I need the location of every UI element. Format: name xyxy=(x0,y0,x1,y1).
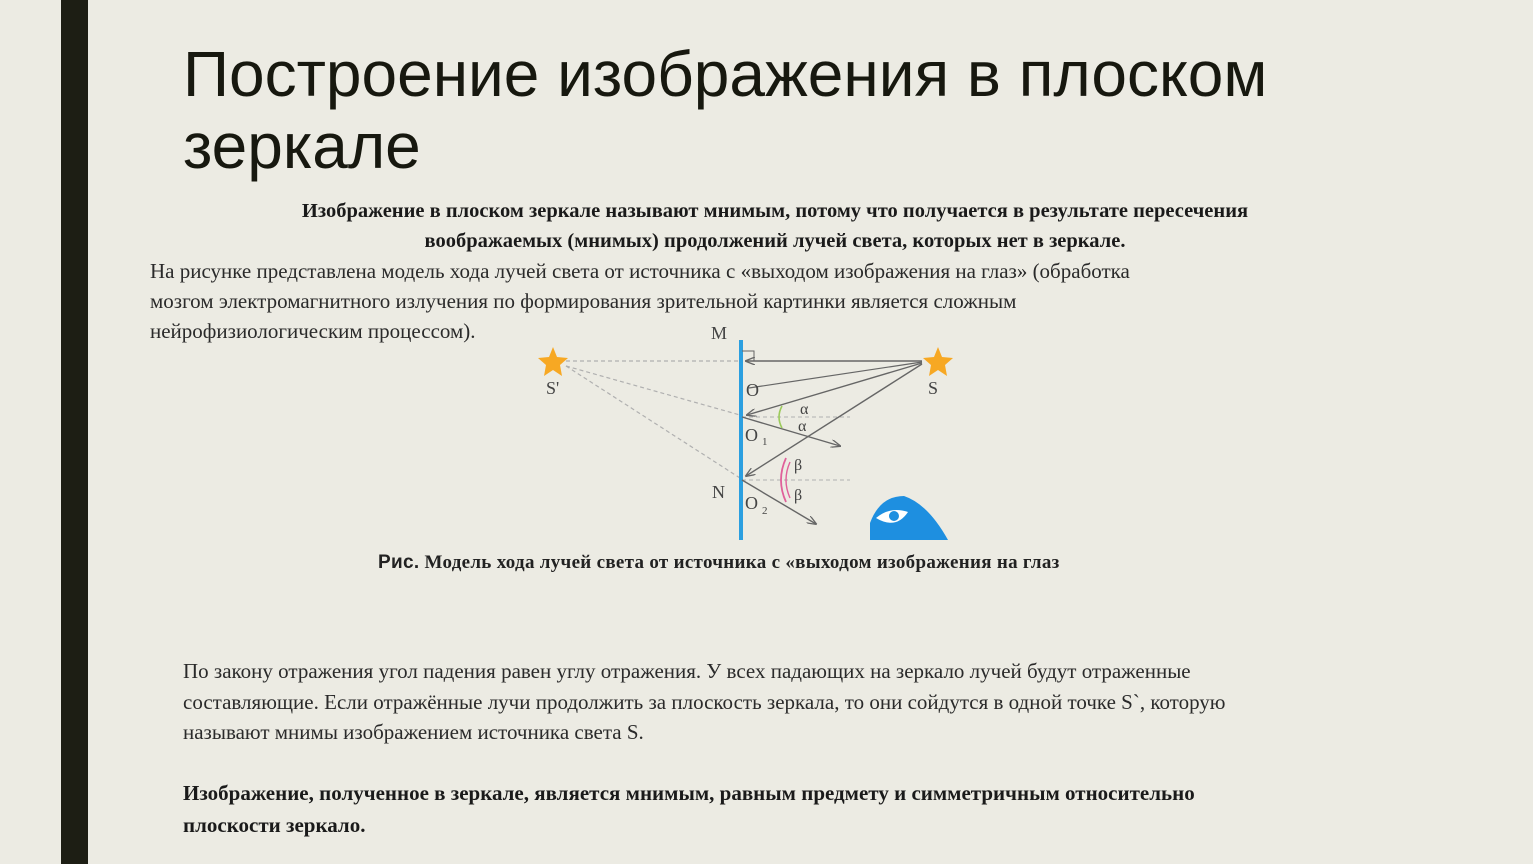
ray-diagram-svg xyxy=(520,318,980,548)
label-o1: O xyxy=(745,425,758,445)
ray-diagram xyxy=(520,318,980,548)
reflection-law-text xyxy=(183,656,1483,748)
label-s-prime: S' xyxy=(546,378,560,398)
label-n: N xyxy=(712,482,725,502)
figure-description-line-1: На рисунке представлена модель хода лучей света от источника с «выходом изображения на глаз» (обработка xyxy=(150,259,1130,283)
figure-description-line-3: нейрофизиологическим процессом). xyxy=(150,319,476,343)
label-beta-1: β xyxy=(794,457,803,474)
reflection-law-line-2: составляющие. Если отражённые лучи продолжить за плоскость зеркала, то они сойдутся в одной точке S`, которую xyxy=(183,689,1226,714)
label-o: O xyxy=(746,380,759,400)
intro-definition xyxy=(150,196,1400,256)
label-alpha-1: α xyxy=(800,401,809,418)
label-o2: O xyxy=(745,493,758,513)
right-angle-mark xyxy=(742,351,754,361)
conclusion-line-2: плоскости зеркало. xyxy=(183,813,366,837)
figure-caption-label: Рис. xyxy=(378,552,420,573)
star-source-prime-icon xyxy=(538,347,568,376)
conclusion-line-1: Изображение, полученное в зеркале, является мнимым, равным предмету и симметричным относительно xyxy=(183,781,1195,805)
figure-description-line-2: мозгом электромагнитного излучения по формирования зрительной картинки является сложным xyxy=(150,289,1017,313)
reflection-law-line-1: По закону отражения угол падения равен углу отражения. У всех падающих на зеркало лучей будут отраженные xyxy=(183,659,1191,683)
ray-s-to-o xyxy=(749,362,922,388)
label-o2-sub: 2 xyxy=(762,505,768,517)
slide-title-line-1: Построение изображения в плоском xyxy=(183,38,1268,110)
figure-caption-text: Модель хода лучей света от источника с «выходом изображения на глаз xyxy=(424,552,1060,573)
slide-title xyxy=(183,38,1383,182)
label-s: S xyxy=(928,378,939,398)
ray-s-to-n xyxy=(746,364,922,476)
conclusion-text xyxy=(183,777,1483,841)
figure-caption xyxy=(378,549,1198,577)
ray-s-to-o1 xyxy=(747,363,922,415)
dashed-extension-o1 xyxy=(566,366,740,415)
reflection-law-line-3: называют мнимы изображением источника света S. xyxy=(183,720,644,744)
slide-title-line-2: зеркале xyxy=(183,110,421,182)
label-alpha-2: α xyxy=(798,418,807,435)
label-beta-2: β xyxy=(794,487,803,504)
dashed-extension-n xyxy=(566,366,740,478)
label-m: M xyxy=(711,323,728,343)
intro-definition-line-2: воображаемых (мнимых) продолжений лучей света, которых нет в зеркале. xyxy=(424,230,1126,252)
intro-definition-line-1: Изображение в плоском зеркале называют мнимым, потому что получается в результате пересечения xyxy=(301,200,1249,222)
eye-icon xyxy=(870,496,948,540)
slide-accent-bar xyxy=(61,0,88,864)
label-o1-sub: 1 xyxy=(762,436,768,448)
star-source-icon xyxy=(923,347,953,376)
